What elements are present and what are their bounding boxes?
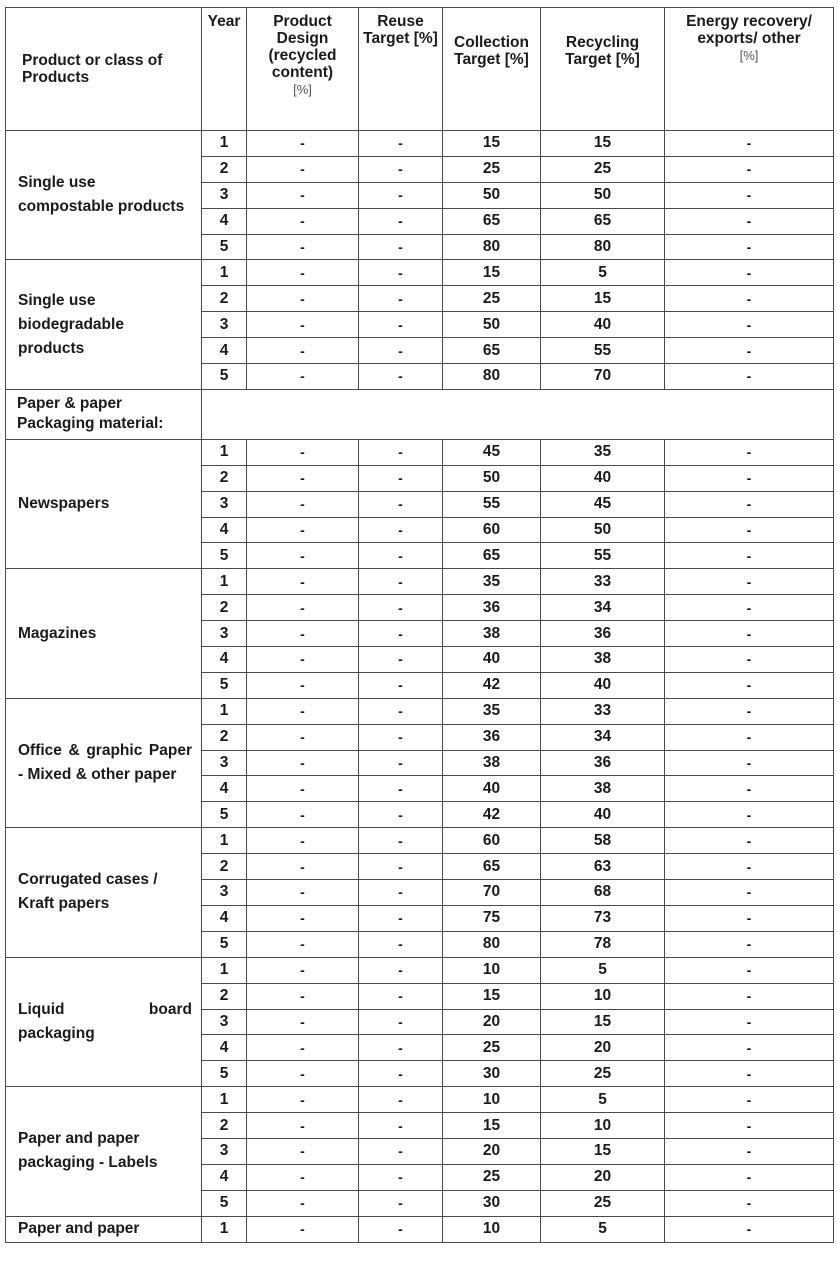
- year-cell: 4: [202, 338, 247, 364]
- energy-cell: -: [665, 286, 834, 312]
- recycling-cell: 40: [541, 672, 665, 698]
- design-cell: -: [247, 543, 359, 569]
- collection-cell: 40: [443, 776, 541, 802]
- year-cell: 2: [202, 854, 247, 880]
- design-cell: -: [247, 647, 359, 673]
- recycling-cell: 20: [541, 1035, 665, 1061]
- recycling-cell: 78: [541, 931, 665, 957]
- design-cell: -: [247, 465, 359, 491]
- design-cell: -: [247, 854, 359, 880]
- collection-cell: 40: [443, 647, 541, 673]
- recycling-cell: 33: [541, 569, 665, 595]
- table-row: [6, 131, 834, 157]
- energy-cell: -: [665, 491, 834, 517]
- energy-cell: -: [665, 156, 834, 182]
- recycling-cell: 38: [541, 647, 665, 673]
- recycling-cell: 40: [541, 802, 665, 828]
- recycling-cell: 80: [541, 234, 665, 260]
- collection-cell: 25: [443, 1164, 541, 1190]
- reuse-cell: -: [359, 286, 443, 312]
- year-cell: 5: [202, 543, 247, 569]
- design-cell: -: [247, 828, 359, 854]
- year-cell: 5: [202, 931, 247, 957]
- energy-cell: -: [665, 1216, 834, 1242]
- header-energy-label: Energy recovery/ exports/ other: [686, 13, 812, 47]
- product-name: Paper and paper: [6, 1216, 202, 1242]
- product-name: Paper and paper packaging - Labels: [6, 1087, 202, 1216]
- year-cell: 4: [202, 905, 247, 931]
- collection-cell: 10: [443, 957, 541, 983]
- design-cell: -: [247, 931, 359, 957]
- recycling-cell: 5: [541, 1216, 665, 1242]
- energy-cell: -: [665, 234, 834, 260]
- year-cell: 1: [202, 1216, 247, 1242]
- table-row: [6, 1087, 834, 1113]
- collection-cell: 15: [443, 983, 541, 1009]
- recycling-cell: 5: [541, 957, 665, 983]
- collection-cell: 45: [443, 439, 541, 465]
- design-cell: -: [247, 286, 359, 312]
- reuse-cell: -: [359, 828, 443, 854]
- reuse-cell: -: [359, 647, 443, 673]
- recycling-cell: 10: [541, 983, 665, 1009]
- collection-cell: 80: [443, 364, 541, 390]
- collection-cell: 75: [443, 905, 541, 931]
- reuse-cell: -: [359, 517, 443, 543]
- design-cell: -: [247, 312, 359, 338]
- recycling-cell: 40: [541, 465, 665, 491]
- reuse-cell: -: [359, 595, 443, 621]
- collection-cell: 20: [443, 1138, 541, 1164]
- energy-cell: -: [665, 750, 834, 776]
- collection-cell: 20: [443, 1009, 541, 1035]
- reuse-cell: -: [359, 776, 443, 802]
- energy-cell: -: [665, 312, 834, 338]
- design-cell: -: [247, 880, 359, 906]
- collection-cell: 50: [443, 312, 541, 338]
- recycling-cell: 50: [541, 182, 665, 208]
- year-cell: 4: [202, 517, 247, 543]
- year-cell: 3: [202, 491, 247, 517]
- year-cell: 5: [202, 802, 247, 828]
- year-cell: 2: [202, 983, 247, 1009]
- recycling-cell: 34: [541, 595, 665, 621]
- year-cell: 1: [202, 260, 247, 286]
- table-row: [6, 439, 834, 465]
- header-year: Year: [202, 8, 247, 131]
- table-body: [6, 131, 834, 1243]
- design-cell: -: [247, 338, 359, 364]
- design-cell: -: [247, 1035, 359, 1061]
- header-collection: Collection Target [%]: [443, 8, 541, 131]
- collection-cell: 15: [443, 131, 541, 157]
- energy-cell: -: [665, 517, 834, 543]
- design-cell: -: [247, 983, 359, 1009]
- year-cell: 5: [202, 1061, 247, 1087]
- design-cell: -: [247, 621, 359, 647]
- year-cell: 2: [202, 595, 247, 621]
- collection-cell: 80: [443, 234, 541, 260]
- year-cell: 2: [202, 156, 247, 182]
- energy-cell: -: [665, 465, 834, 491]
- design-cell: -: [247, 1190, 359, 1216]
- energy-cell: -: [665, 439, 834, 465]
- reuse-cell: -: [359, 1061, 443, 1087]
- energy-cell: -: [665, 983, 834, 1009]
- header-design-unit: [%]: [293, 82, 312, 97]
- design-cell: -: [247, 672, 359, 698]
- header-energy-unit: [%]: [739, 48, 759, 63]
- recycling-cell: 33: [541, 698, 665, 724]
- collection-cell: 42: [443, 802, 541, 828]
- energy-cell: -: [665, 131, 834, 157]
- year-cell: 1: [202, 957, 247, 983]
- reuse-cell: -: [359, 724, 443, 750]
- reuse-cell: -: [359, 234, 443, 260]
- collection-cell: 60: [443, 828, 541, 854]
- collection-cell: 55: [443, 491, 541, 517]
- reuse-cell: -: [359, 802, 443, 828]
- product-name: Single use biodegradable products: [6, 260, 202, 389]
- collection-cell: 25: [443, 156, 541, 182]
- reuse-cell: -: [359, 854, 443, 880]
- reuse-cell: -: [359, 1190, 443, 1216]
- year-cell: 2: [202, 1113, 247, 1139]
- recycling-cell: 70: [541, 364, 665, 390]
- year-cell: 4: [202, 1164, 247, 1190]
- table-row: [6, 957, 834, 983]
- design-cell: -: [247, 724, 359, 750]
- year-cell: 1: [202, 439, 247, 465]
- recycling-cell: 25: [541, 1061, 665, 1087]
- energy-cell: -: [665, 1138, 834, 1164]
- document-page: [5, 7, 834, 1243]
- collection-cell: 10: [443, 1087, 541, 1113]
- year-cell: 3: [202, 312, 247, 338]
- table-row: [6, 569, 834, 595]
- design-cell: -: [247, 1113, 359, 1139]
- recycling-cell: 5: [541, 1087, 665, 1113]
- design-cell: -: [247, 1138, 359, 1164]
- design-cell: -: [247, 1164, 359, 1190]
- year-cell: 4: [202, 776, 247, 802]
- recycling-cell: 34: [541, 724, 665, 750]
- energy-cell: -: [665, 595, 834, 621]
- energy-cell: -: [665, 672, 834, 698]
- collection-cell: 60: [443, 517, 541, 543]
- collection-cell: 15: [443, 260, 541, 286]
- year-cell: 1: [202, 1087, 247, 1113]
- recycling-cell: 50: [541, 517, 665, 543]
- recycling-cell: 20: [541, 1164, 665, 1190]
- energy-cell: -: [665, 905, 834, 931]
- energy-cell: -: [665, 1009, 834, 1035]
- year-cell: 5: [202, 1190, 247, 1216]
- collection-cell: 50: [443, 182, 541, 208]
- energy-cell: -: [665, 543, 834, 569]
- energy-cell: -: [665, 1164, 834, 1190]
- energy-cell: -: [665, 338, 834, 364]
- collection-cell: 35: [443, 569, 541, 595]
- energy-cell: -: [665, 569, 834, 595]
- collection-cell: 80: [443, 931, 541, 957]
- energy-cell: -: [665, 802, 834, 828]
- design-cell: -: [247, 802, 359, 828]
- recycling-cell: 55: [541, 338, 665, 364]
- reuse-cell: -: [359, 1113, 443, 1139]
- energy-cell: -: [665, 1035, 834, 1061]
- year-cell: 1: [202, 569, 247, 595]
- year-cell: 1: [202, 698, 247, 724]
- collection-cell: 38: [443, 621, 541, 647]
- collection-cell: 50: [443, 465, 541, 491]
- year-cell: 5: [202, 672, 247, 698]
- recycling-cell: 73: [541, 905, 665, 931]
- reuse-cell: -: [359, 439, 443, 465]
- product-name: Office & graphic Paper - Mixed & other paper: [6, 698, 202, 827]
- year-cell: 4: [202, 647, 247, 673]
- year-cell: 3: [202, 750, 247, 776]
- section-row: [6, 389, 834, 439]
- table-row: [6, 260, 834, 286]
- design-cell: -: [247, 957, 359, 983]
- collection-cell: 30: [443, 1061, 541, 1087]
- year-cell: 3: [202, 621, 247, 647]
- recycling-cell: 40: [541, 312, 665, 338]
- energy-cell: -: [665, 931, 834, 957]
- reuse-cell: -: [359, 905, 443, 931]
- product-name: Liquid board packaging: [6, 957, 202, 1086]
- year-cell: 4: [202, 208, 247, 234]
- reuse-cell: -: [359, 1035, 443, 1061]
- year-cell: 3: [202, 880, 247, 906]
- collection-cell: 42: [443, 672, 541, 698]
- recycling-cell: 36: [541, 750, 665, 776]
- recycling-cell: 65: [541, 208, 665, 234]
- product-name: Newspapers: [6, 439, 202, 568]
- collection-cell: 65: [443, 543, 541, 569]
- design-cell: -: [247, 595, 359, 621]
- reuse-cell: -: [359, 698, 443, 724]
- collection-cell: 36: [443, 595, 541, 621]
- recycling-cell: 25: [541, 1190, 665, 1216]
- recycling-cell: 45: [541, 491, 665, 517]
- product-name: Single use compostable products: [6, 131, 202, 260]
- reuse-cell: -: [359, 1009, 443, 1035]
- design-cell: -: [247, 517, 359, 543]
- year-cell: 3: [202, 1138, 247, 1164]
- table-row: [6, 828, 834, 854]
- energy-cell: -: [665, 621, 834, 647]
- year-cell: 2: [202, 286, 247, 312]
- reuse-cell: -: [359, 465, 443, 491]
- year-cell: 2: [202, 724, 247, 750]
- energy-cell: -: [665, 776, 834, 802]
- reuse-cell: -: [359, 156, 443, 182]
- design-cell: -: [247, 750, 359, 776]
- design-cell: -: [247, 905, 359, 931]
- header-product: Product or class of Products: [6, 8, 202, 131]
- design-cell: -: [247, 1216, 359, 1242]
- recycling-cell: 55: [541, 543, 665, 569]
- design-cell: -: [247, 182, 359, 208]
- design-cell: -: [247, 439, 359, 465]
- reuse-cell: -: [359, 364, 443, 390]
- collection-cell: 70: [443, 880, 541, 906]
- collection-cell: 15: [443, 1113, 541, 1139]
- energy-cell: -: [665, 1061, 834, 1087]
- recycling-cell: 58: [541, 828, 665, 854]
- reuse-cell: -: [359, 491, 443, 517]
- energy-cell: -: [665, 957, 834, 983]
- header-design-label: Product Design (recycled content): [268, 13, 337, 81]
- reuse-cell: -: [359, 1138, 443, 1164]
- design-cell: -: [247, 1061, 359, 1087]
- header-design: [247, 8, 359, 131]
- energy-cell: -: [665, 880, 834, 906]
- collection-cell: 38: [443, 750, 541, 776]
- recycling-cell: 38: [541, 776, 665, 802]
- year-cell: 5: [202, 364, 247, 390]
- energy-cell: -: [665, 854, 834, 880]
- header-energy: [665, 8, 834, 131]
- energy-cell: -: [665, 208, 834, 234]
- design-cell: -: [247, 234, 359, 260]
- header-recycling: Recycling Target [%]: [541, 8, 665, 131]
- reuse-cell: -: [359, 208, 443, 234]
- collection-cell: 36: [443, 724, 541, 750]
- year-cell: 3: [202, 1009, 247, 1035]
- year-cell: 3: [202, 182, 247, 208]
- section-label: Paper & paper Packaging material:: [6, 389, 202, 439]
- design-cell: -: [247, 156, 359, 182]
- design-cell: -: [247, 260, 359, 286]
- collection-cell: 65: [443, 208, 541, 234]
- collection-cell: 10: [443, 1216, 541, 1242]
- design-cell: -: [247, 208, 359, 234]
- reuse-cell: -: [359, 983, 443, 1009]
- year-cell: 2: [202, 465, 247, 491]
- product-name: Magazines: [6, 569, 202, 698]
- recycling-cell: 36: [541, 621, 665, 647]
- header-row: [6, 8, 834, 131]
- reuse-cell: -: [359, 621, 443, 647]
- collection-cell: 25: [443, 286, 541, 312]
- product-name: Corrugated cases / Kraft papers: [6, 828, 202, 957]
- reuse-cell: -: [359, 957, 443, 983]
- energy-cell: -: [665, 698, 834, 724]
- reuse-cell: -: [359, 880, 443, 906]
- reuse-cell: -: [359, 182, 443, 208]
- table-row: [6, 1216, 834, 1242]
- recycling-cell: 15: [541, 286, 665, 312]
- recycling-cell: 68: [541, 880, 665, 906]
- reuse-cell: -: [359, 543, 443, 569]
- reuse-cell: -: [359, 131, 443, 157]
- reuse-cell: -: [359, 1087, 443, 1113]
- design-cell: -: [247, 569, 359, 595]
- energy-cell: -: [665, 1113, 834, 1139]
- energy-cell: -: [665, 828, 834, 854]
- year-cell: 1: [202, 828, 247, 854]
- reuse-cell: -: [359, 312, 443, 338]
- recycling-cell: 63: [541, 854, 665, 880]
- design-cell: -: [247, 698, 359, 724]
- recycling-cell: 15: [541, 1138, 665, 1164]
- header-reuse: Reuse Target [%]: [359, 8, 443, 131]
- recycling-cell: 35: [541, 439, 665, 465]
- collection-cell: 65: [443, 338, 541, 364]
- design-cell: -: [247, 491, 359, 517]
- targets-table: [5, 7, 834, 1243]
- reuse-cell: -: [359, 338, 443, 364]
- table-row: [6, 698, 834, 724]
- energy-cell: -: [665, 364, 834, 390]
- reuse-cell: -: [359, 931, 443, 957]
- reuse-cell: -: [359, 1216, 443, 1242]
- design-cell: -: [247, 1009, 359, 1035]
- collection-cell: 30: [443, 1190, 541, 1216]
- energy-cell: -: [665, 1087, 834, 1113]
- year-cell: 4: [202, 1035, 247, 1061]
- reuse-cell: -: [359, 1164, 443, 1190]
- year-cell: 5: [202, 234, 247, 260]
- reuse-cell: -: [359, 672, 443, 698]
- energy-cell: -: [665, 647, 834, 673]
- reuse-cell: -: [359, 750, 443, 776]
- section-blank: [202, 389, 834, 439]
- collection-cell: 65: [443, 854, 541, 880]
- year-cell: 1: [202, 131, 247, 157]
- design-cell: -: [247, 131, 359, 157]
- design-cell: -: [247, 776, 359, 802]
- collection-cell: 25: [443, 1035, 541, 1061]
- energy-cell: -: [665, 182, 834, 208]
- recycling-cell: 15: [541, 131, 665, 157]
- energy-cell: -: [665, 724, 834, 750]
- design-cell: -: [247, 1087, 359, 1113]
- energy-cell: -: [665, 260, 834, 286]
- reuse-cell: -: [359, 260, 443, 286]
- recycling-cell: 5: [541, 260, 665, 286]
- recycling-cell: 10: [541, 1113, 665, 1139]
- collection-cell: 35: [443, 698, 541, 724]
- recycling-cell: 25: [541, 156, 665, 182]
- reuse-cell: -: [359, 569, 443, 595]
- recycling-cell: 15: [541, 1009, 665, 1035]
- design-cell: -: [247, 364, 359, 390]
- energy-cell: -: [665, 1190, 834, 1216]
